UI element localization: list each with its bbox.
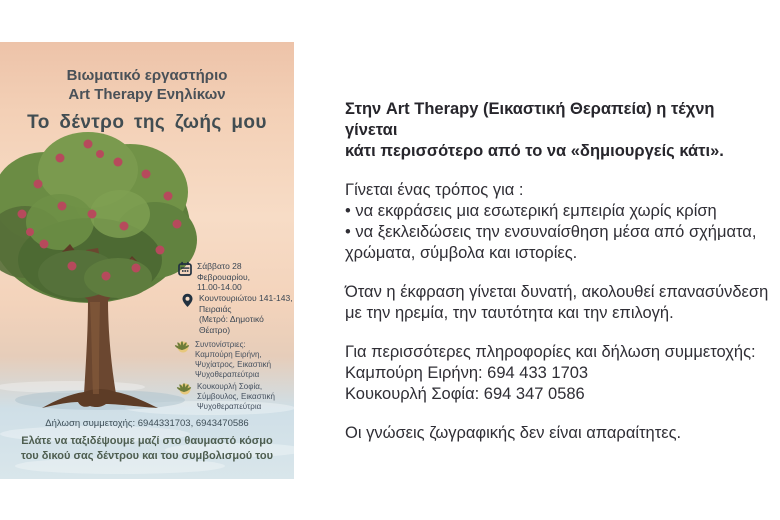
coordinator1-name: Καμπούρη Ειρήνη, bbox=[195, 350, 262, 359]
location-pin-icon bbox=[181, 293, 194, 335]
poster-title-line2: Art Therapy Ενηλίκων bbox=[68, 86, 226, 103]
ways-bullet2-cont: χρώματα, σύμβολα και ιστορίες. bbox=[345, 244, 578, 262]
venue-city: Πειραιάς bbox=[199, 303, 232, 314]
contact-intro: Για περισσότερες πληροφορίες και δήλωση συμμετοχής: bbox=[345, 343, 756, 361]
venue-metro: (Μετρό: Δημοτικό Θέατρο) bbox=[199, 314, 264, 335]
article-heading-line1: Στην Art Therapy (Εικαστική Θεραπεία) η τέχνη γίνεται bbox=[345, 100, 715, 139]
coordinator2-role2: Ψυχοθεραπεύτρια bbox=[197, 402, 262, 411]
expression-line2: με την ηρεμία, την ταυτότητα και την επιλογή. bbox=[345, 304, 674, 322]
note-paragraph: Οι γνώσεις ζωγραφικής δεν είναι απαραίτητες. bbox=[345, 424, 682, 442]
ways-intro: Γίνεται ένας τρόπος για : bbox=[345, 181, 524, 199]
coordinators-label: Συντονίστριες: bbox=[195, 340, 246, 349]
coordinator1-role2: Ψυχοθεραπεύτρια bbox=[195, 370, 260, 379]
schedule-info bbox=[178, 261, 294, 293]
coordinator-second bbox=[176, 382, 275, 412]
ways-paragraph bbox=[345, 180, 771, 264]
expression-line1: Όταν η έκφραση γίνεται δυνατή, ακολουθεί επανασύνδεση bbox=[345, 283, 769, 301]
venue-info bbox=[181, 293, 294, 335]
schedule-time: 11.00-14.00 bbox=[197, 282, 242, 292]
coordinator2-name: Κουκουρλή Σοφία, bbox=[197, 382, 263, 391]
contact-phone2: Κουκουρλή Σοφία: 694 347 0586 bbox=[345, 385, 585, 403]
ways-bullet2: • να ξεκλειδώσεις την ενσυναίσθηση μέσα από σχήματα, bbox=[345, 223, 757, 241]
ways-bullet1: • να εκφράσεις μια εσωτερική εμπειρία χωρίς κρίση bbox=[345, 202, 717, 220]
poster-title-line1: Βιωματικό εργαστήριο bbox=[66, 67, 228, 84]
calendar-icon bbox=[178, 261, 192, 293]
coordinator2-role1: Σύμβουλος, Εικαστική bbox=[197, 392, 275, 401]
article-heading bbox=[345, 99, 771, 162]
coordinator1-role1: Ψυχίατρος, Εικαστική bbox=[195, 360, 272, 369]
poster-footer-line1: Ελάτε να ταξιδέψουμε μαζί στο θαυμαστό κόσμο bbox=[21, 435, 273, 447]
venue-street: Κουντουριώτου 141-143, bbox=[199, 293, 293, 303]
contact-phone1: Καμπούρη Ειρήνη: 694 433 1703 bbox=[345, 364, 589, 382]
description-column bbox=[345, 99, 771, 462]
leaf-fan-logo-icon bbox=[176, 382, 192, 412]
expression-paragraph bbox=[345, 282, 771, 324]
leaf-fan-logo-icon bbox=[174, 340, 190, 380]
poster-footer-line2: του δικού σας δέντρου και του συμβολισμού του bbox=[20, 450, 273, 462]
article-heading-line2: κάτι περισσότερο από το να «δημιουργείς κάτι». bbox=[345, 142, 724, 160]
workshop-poster bbox=[0, 42, 294, 479]
registration-phones: Δήλωση συμμετοχής: 6944331703, 6943470586 bbox=[45, 418, 249, 429]
poster-title bbox=[0, 66, 294, 104]
poster-footer bbox=[0, 434, 294, 464]
contact-paragraph bbox=[345, 342, 771, 405]
coordinator-first bbox=[174, 340, 271, 380]
schedule-date: Σάββατο 28 Φεβρουαρίου, bbox=[197, 261, 251, 282]
poster-subtitle: Το δέντρο της ζωής μου bbox=[27, 112, 267, 133]
